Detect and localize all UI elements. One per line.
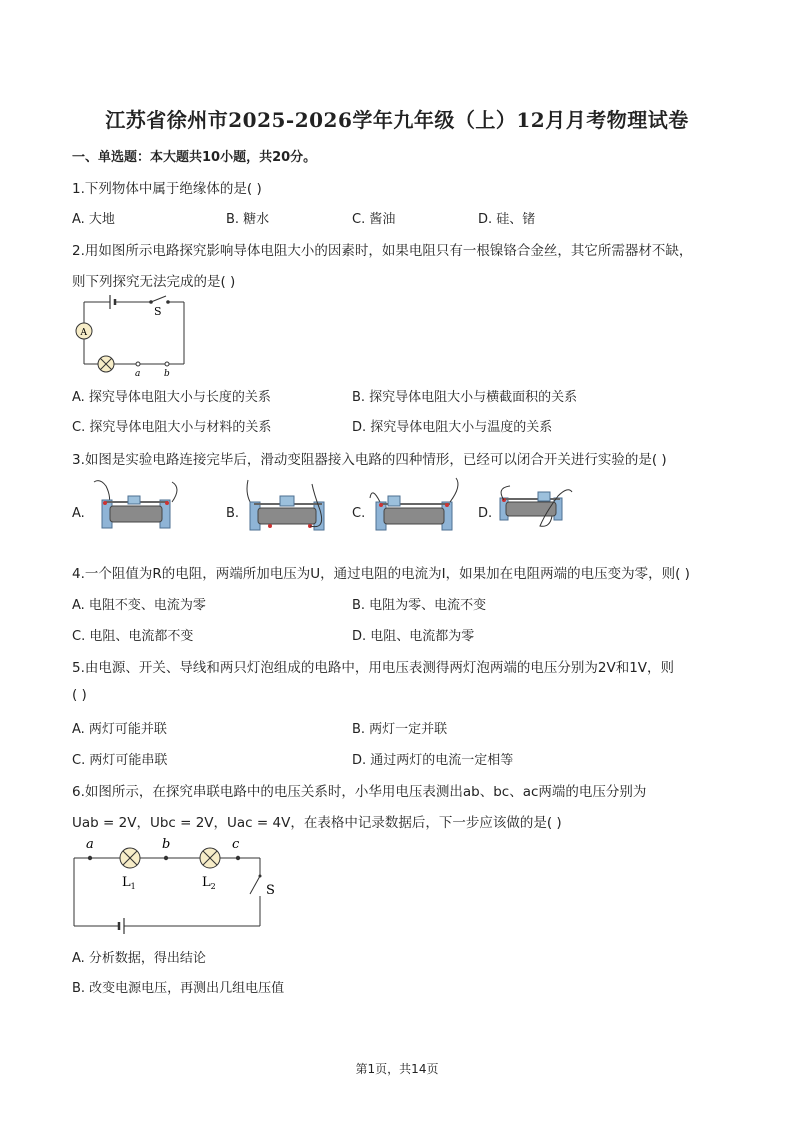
q2-ammeter-label: A: [80, 328, 87, 338]
q5-option-b: B. 两灯一定并联: [352, 722, 448, 737]
q6-point-c-label: c: [232, 837, 240, 852]
q6-lamp2-label: $L_2$: [202, 875, 216, 891]
q6-lamp1-label: $L_1$: [122, 875, 136, 891]
page-title: 江苏省徐州市2025-2026学年九年级（上）12月月考物理试卷: [105, 108, 689, 132]
q1-option-a: A. 大地: [72, 212, 115, 227]
q6-option-a: A. 分析数据，得出结论: [72, 951, 206, 966]
q5-option-d: D. 通过两灯的电流一定相等: [352, 753, 514, 768]
q4-stem: 4.一个阻值为R的电阻，两端所加电压为U，通过电阻的电流为I，如果加在电阻两端的电压变为零，则( ): [72, 566, 690, 582]
q2-point-a-label: a: [135, 369, 141, 378]
q4-option-d: D. 电阻、电流都为零: [352, 629, 475, 644]
q2-option-d: D. 探究导体电阻大小与温度的关系: [352, 420, 553, 435]
q6-stem-line2: Uab = 2V，Ubc = 2V，Uac = 4V，在表格中记录数据后，下一步应该做的是( ): [72, 815, 562, 831]
q2-option-a: A. 探究导体电阻大小与长度的关系: [72, 390, 271, 405]
q2-option-b: B. 探究导体电阻大小与横截面积的关系: [352, 390, 578, 405]
q3-rheostat-c-image: [366, 476, 466, 536]
q3-rheostat-d-image: [492, 482, 576, 532]
q4-option-c: C. 电阻、电流都不变: [72, 629, 194, 644]
q3-rheostat-a-image: [88, 476, 188, 534]
q6-stem-line1: 6.如图所示，在探究串联电路中的电压关系时，小华用电压表测出ab、bc、ac两端的电压分别为: [72, 784, 647, 800]
q1-option-d: D. 硅、锗: [478, 212, 536, 227]
q3-rheostat-b-image: [240, 476, 336, 536]
q6-point-a-label: a: [86, 837, 94, 852]
q4-option-b: B. 电阻为零、电流不变: [352, 598, 487, 613]
q5-stem-line1: 5.由电源、开关、导线和两只灯泡组成的电路中，用电压表测得两灯泡两端的电压分别为2V和1V，则: [72, 660, 675, 676]
q5-option-c: C. 两灯可能串联: [72, 753, 168, 768]
q3-option-d: D.: [478, 506, 493, 521]
q3-option-a: A.: [72, 506, 85, 521]
q5-option-a: A. 两灯可能并联: [72, 722, 167, 737]
q4-option-a: A. 电阻不变、电流为零: [72, 598, 206, 613]
section-heading: 一、单选题：本大题共10小题，共20分。: [72, 150, 317, 165]
q2-option-c: C. 探究导体电阻大小与材料的关系: [72, 420, 272, 435]
q3-stem: 3.如图是实验电路连接完毕后，滑动变阻器接入电路的四种情形，已经可以闭合开关进行实验的是( ): [72, 452, 667, 468]
q3-option-b: B.: [226, 506, 240, 521]
q1-option-c: C. 酱油: [352, 212, 396, 227]
q2-stem-line1: 2.用如图所示电路探究影响导体电阻大小的因素时，如果电阻只有一根镍铬合金丝，其它所需器材不缺，: [72, 243, 693, 259]
q3-option-c: C.: [352, 506, 366, 521]
q6-option-b: B. 改变电源电压，再测出几组电压值: [72, 981, 285, 996]
q1-stem: 1.下列物体中属于绝缘体的是( ): [72, 181, 262, 197]
q6-circuit-diagram: [70, 832, 290, 936]
q1-option-b: B. 糖水: [226, 212, 270, 227]
q2-switch-label: S: [154, 305, 162, 318]
q2-stem-line2: 则下列探究无法完成的是( ): [72, 274, 236, 290]
q6-switch-label: S: [266, 883, 275, 898]
q2-point-b-label: b: [164, 369, 170, 378]
page-footer: 第1页，共14页: [355, 1062, 439, 1076]
q2-circuit-diagram: [70, 292, 190, 378]
q6-point-b-label: b: [162, 837, 171, 852]
q5-stem-line2: ( ): [72, 687, 87, 703]
